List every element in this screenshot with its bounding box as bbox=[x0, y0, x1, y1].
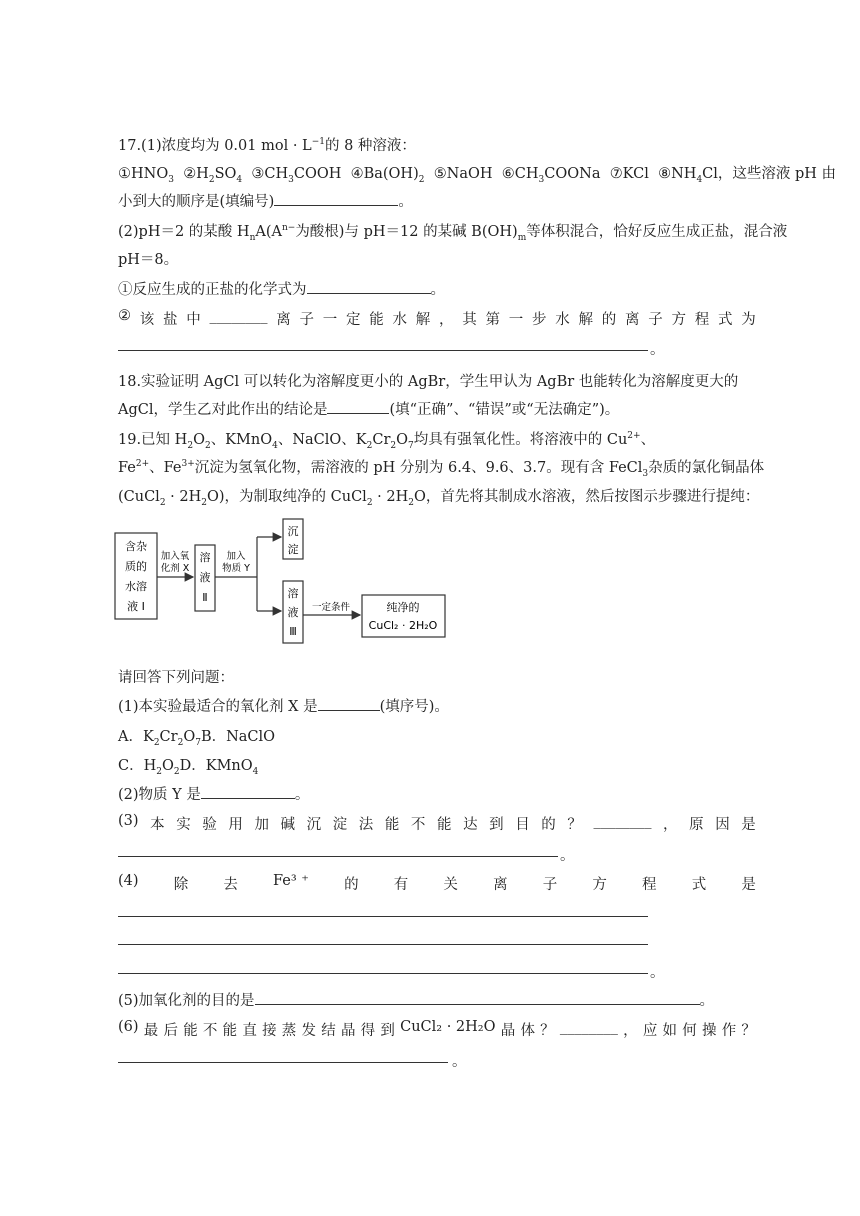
answer-blank[interactable] bbox=[201, 784, 295, 799]
period: 。 bbox=[650, 342, 665, 358]
q17-solution-list: $①HNO_3$ $②H_2SO_4$ $③CH_3COOH$ $④Ba(OH)_2$ ⑤NaOH $⑥CH_3COONa$ ⑦KCl $⑧NH_4Cl$，这些溶液 pH 由 bbox=[118, 166, 837, 185]
q17-part2: (2)pH＝2 的某酸 $H_nA(A^{n-}$为酸根)与 pH＝12 的某碱 $B(OH)_m$等体积混合，恰好反应生成正盐，混合液 bbox=[118, 223, 788, 243]
q19-part6: (6) 最 后 能 不 能 直 接 蒸 发 结 晶 得 到 CuCl₂ · 2H₂O 晶 体 ？ ________ ， 应 如 何 操 作 ？ bbox=[118, 1019, 756, 1039]
flow-box2-text: 液 bbox=[199, 571, 211, 584]
q19-part2: (2)物质 Y 是 。 bbox=[118, 783, 309, 804]
period: 。 bbox=[650, 965, 665, 981]
flow-box1-text: 含杂 bbox=[125, 540, 147, 553]
answer-blank[interactable] bbox=[318, 696, 380, 711]
flow-box5-text: 纯净的 bbox=[386, 601, 420, 614]
q19-part1: (1)本实验最适合的氧化剂 X 是 (填序号)。 bbox=[118, 695, 449, 716]
flow-arrow1-label: 化剂 X bbox=[160, 563, 190, 574]
answer-line[interactable] bbox=[118, 856, 558, 857]
period: 。 bbox=[560, 848, 575, 864]
q19-part5: (5)加氧化剂的目的是 。 bbox=[118, 989, 714, 1010]
q17-sub2: ② 该 盐 中 ________ 离 子 一 定 能 水 解 ， 其 第 一 步 水 解 的 离 子 方 程 式 为 bbox=[118, 308, 756, 328]
q19-part3: (3) 本 实 验 用 加 碱 沉 淀 法 能 不 能 达 到 目 的 ？ ________ ， 原 因 是 bbox=[118, 813, 756, 833]
purification-flow-diagram bbox=[105, 515, 455, 647]
answer-blank[interactable] bbox=[274, 191, 398, 206]
q18-line1: 18.实验证明 AgCl 可以转化为溶解度更小的 AgBr，学生甲认为 AgBr 也能转化为溶解度更大的 bbox=[118, 374, 739, 390]
flow-arrow2-label: 物质 Y bbox=[222, 563, 250, 574]
flow-box4-text: 溶 bbox=[287, 587, 299, 600]
flow-box1-text: 液 Ⅰ bbox=[127, 600, 145, 613]
q19-line3: (CuCl$_2$ · $2H_2O$)，为制取纯净的 CuCl$_2$ · $2H_2O$，首先将其制成水溶液，然后按图示步骤进行提纯： bbox=[118, 489, 760, 508]
q17-part2-line2: pH＝8。 bbox=[118, 252, 179, 268]
flow-box5-text: CuCl₂ · 2H₂O bbox=[368, 619, 438, 632]
answer-line[interactable] bbox=[118, 973, 648, 974]
flow-box3-text: 淀 bbox=[287, 543, 299, 556]
flow-box2-text: Ⅱ bbox=[202, 591, 208, 604]
flow-arrow2-label: 加入 bbox=[226, 551, 246, 562]
answer-blank[interactable] bbox=[255, 990, 700, 1005]
q19-prompt: 请回答下列问题： bbox=[118, 670, 234, 686]
answer-line[interactable] bbox=[118, 350, 648, 351]
q19-line2: $Fe^{2+}$、$Fe^{3+}$沉淀为氢氧化物，需溶液的 pH 分别为 6.4、9.6、3.7。现有含 FeCl$_3$杂质的氯化铜晶体 bbox=[118, 459, 765, 479]
flow-box4-text: 液 bbox=[287, 606, 299, 619]
answer-blank[interactable] bbox=[307, 279, 431, 294]
answer-line[interactable] bbox=[118, 1062, 448, 1063]
q17-header: 17.(1)浓度均为 0.01 mol · $L^{-1}$的 8 种溶液： bbox=[118, 137, 416, 154]
q19-line1: 19.已知 $H_2O_2$、KMnO$_4$、NaClO、$K_2Cr_2O_7$均具有强氧化性。将溶液中的 $Cu^{2+}$、 bbox=[118, 431, 656, 451]
q17-order-prompt: 小到大的顺序是(填编号) 。 bbox=[118, 190, 413, 211]
flow-box3-text: 沉 bbox=[287, 525, 299, 538]
q17-sub1: ①反应生成的正盐的化学式为 。 bbox=[118, 278, 445, 299]
answer-line[interactable] bbox=[118, 916, 648, 917]
flow-arrow3-label: 一定条件 bbox=[311, 602, 351, 613]
flow-box4-text: Ⅲ bbox=[289, 625, 297, 638]
flow-box1-text: 水溶 bbox=[125, 580, 147, 593]
answer-line[interactable] bbox=[118, 944, 648, 945]
q19-part4: (4) 除 去 Fe³ ⁺ 的 有 关 离 子 方 程 式 是 bbox=[118, 873, 756, 893]
flow-box1-text: 质的 bbox=[125, 560, 147, 573]
q19-options-ab: A．$K_2Cr_2O_7B$．NaClO bbox=[118, 729, 276, 748]
flow-arrow1-label: 加入氧 bbox=[160, 551, 190, 562]
q18-line2: AgCl，学生乙对此作出的结论是 (填“正确”、“错误”或“无法确定”)。 bbox=[118, 398, 619, 419]
flow-box2-text: 溶 bbox=[199, 551, 211, 564]
period: 。 bbox=[452, 1054, 467, 1070]
q19-options-cd: C．$H_2O_2D$．KMnO$_4$ bbox=[118, 758, 259, 777]
answer-blank[interactable] bbox=[327, 399, 389, 414]
